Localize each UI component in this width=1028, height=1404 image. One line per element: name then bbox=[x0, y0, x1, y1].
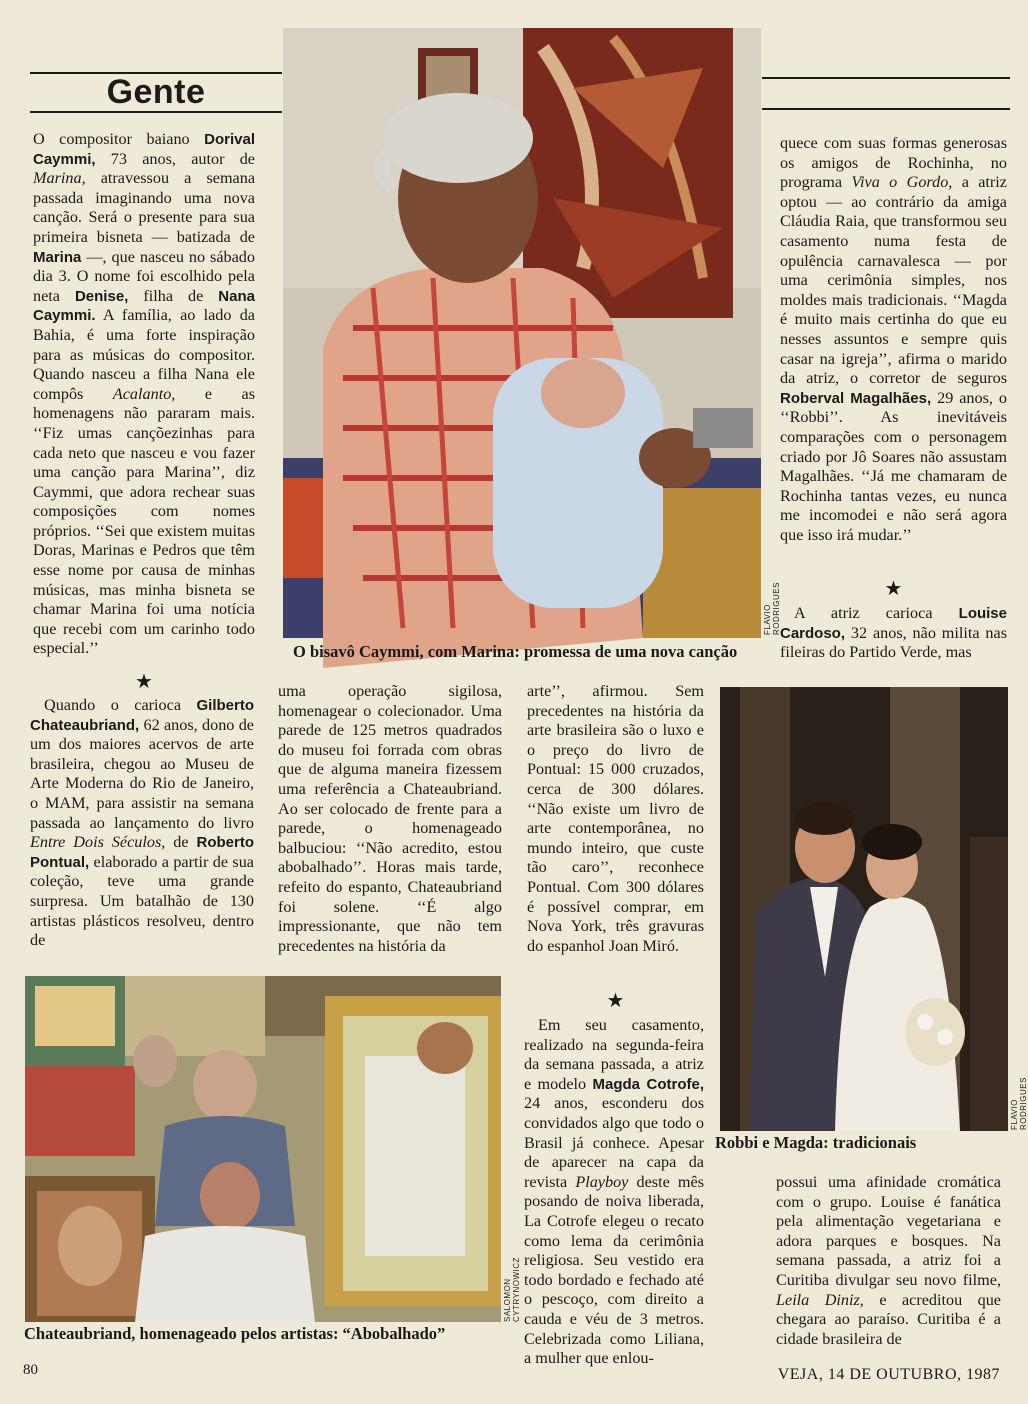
caymmi-photo-image bbox=[283, 28, 761, 638]
wedding-photo bbox=[720, 687, 1008, 1131]
wedding-photo-credit: FLAVIO RODRIGUES bbox=[1010, 1077, 1028, 1130]
separator-star-1: ★ bbox=[135, 671, 153, 693]
article-cotrofe-col1 bbox=[524, 1016, 704, 1368]
caymmi-photo-caption: O bisavô Caymmi, com Marina: promessa de uma nova canção bbox=[293, 642, 738, 661]
chateaubriand-photo-image bbox=[25, 976, 501, 1322]
page-number: 80 bbox=[23, 1362, 38, 1378]
wedding-photo-image bbox=[720, 687, 1008, 1131]
article-cardoso-text-2: possui uma afinidade cromática com o grupo. Louise é fanática pela alimentação vegetariana e adora parques e bosques. Na semana passada, a atriz foi a Curitiba divulgar seu novo filme, Leila Diniz, e acreditou que chegara ao paraíso. Curitiba é a cidade brasileira de bbox=[776, 1173, 1001, 1348]
section-title: Gente bbox=[106, 73, 206, 111]
article-caymmi-text: O compositor baiano Dorival Caymmi, 73 anos, autor de Marina, atravessou a semana passada imaginando uma nova canção. Será o presente para sua primeira bisneta — batizada de Marina —, que nasceu no sábado dia 3. O nome foi escolhido pela neta Denise, filha de Nana Caymmi. A família, ao lado da Bahia, é uma forte inspiração para as músicas do compositor. Quando nasceu a filha Nana ele compôs Acalanto, e as homenagens não pararam mais. ‘‘Fiz umas cançõezinhas para cada neto que nasceu e vou fazer uma canção para Marina’’, diz Caymmi, que adora rechear suas composições com nomes próprios. ‘‘Sei que existem muitas Doras, Marinas e Pedros que têm esse nome por causa de minhas músicas, mas minha bisneta se chamar Marina foi uma notícia que recebi com um carinho todo especial.’’ bbox=[33, 130, 256, 658]
article-cardoso-text-1: A atriz carioca Louise Cardoso, 32 anos, não milita nas fileiras do Partido Verde, mas bbox=[780, 604, 1007, 662]
header-rule-bottom-left bbox=[30, 111, 282, 113]
header-rule-bottom-right bbox=[762, 108, 1010, 110]
article-chateaubriand-text-3: arte’’, afirmou. Sem precedentes na história da arte brasileira são o luxo e o preço do livro de Pontual: 15 000 cruzados, cerca de 300 dólares. ‘‘Não existe um livro de arte contemporânea, no mundo inteiro, que custe tão caro’’, reconhece Pontual. Com 300 dólares é possível comprar, em Nova York, três gravuras do espanhol Joan Miró. bbox=[527, 682, 704, 955]
chateaubriand-photo bbox=[25, 976, 501, 1322]
chateaubriand-photo-credit: SALOMON CYTRYNOWICZ bbox=[503, 1257, 521, 1322]
separator-star-2: ★ bbox=[606, 990, 625, 1012]
header-rule-top-right bbox=[762, 77, 1010, 79]
article-cotrofe-text-2: quece com suas formas generosas os amigos de Rochinha, no programa Viva o Gordo, a atriz optou — ao contrário da amiga Cláudia Raia, que transformou seu casamento numa festa de opulência carnavalesca — por uma cerimônia simples, nos moldes mais tradicionais. ‘‘Magda é muito mais certinha do que eu nesses assuntos e sempre quis casar na igreja’’, afirma o marido da atriz, o corretor de seguros Roberval Magalhães, 29 anos, o ‘‘Robbi’’. As inevitáveis comparações com o personagem criado por Jô Soares não assustam Magalhães. ‘‘Já me chamaram de Rochinha tantas vezes, eu nunca me incomodei e não será agora que isso irá mudar.’’ bbox=[780, 134, 1007, 544]
article-chateaubriand-text-2: uma operação sigilosa, homenagear o colecionador. Uma parede de 125 metros quadrados do museu foi forrada com obras que de alguma maneira fizessem uma referência a Chateaubriand. Ao ser colocado de frente para a parede, o homenageado balbuciou: ‘‘Não acredito, estou abobalhado’’. Horas mais tarde, refeito do espanto, Chateaubriand foi solene. ‘‘É algo impressionante, que não tem precedentes na história da bbox=[278, 682, 502, 955]
article-chateaubriand-col1 bbox=[30, 696, 254, 956]
article-chateaubriand-col3 bbox=[527, 682, 704, 974]
article-cotrofe-text-1: Em seu casamento, realizado na segunda-feira da semana passada, a atriz e modelo Magda Cotrofe, 24 anos, esconderu dos convidados algo que todo o Brasil já conhece. Apesar de aparecer na capa da revista Playboy deste mês posando de noiva liberada, La Cotrofe elegeu o recato como lema da cerimônia religiosa. Seu vestido era todo bordado e fechado até o pescoço, com direito a cauda e véu de 3 metros. Celebrizada como Liliana, a mulher que enlou- bbox=[524, 1016, 704, 1368]
separator-star-3: ★ bbox=[884, 578, 903, 600]
wedding-photo-caption: Robbi e Magda: tradicionais bbox=[715, 1133, 917, 1152]
chateaubriand-photo-caption: Chateaubriand, homenageado pelos artistas: “Abobalhado” bbox=[24, 1324, 446, 1343]
article-caymmi bbox=[33, 130, 255, 660]
caymmi-photo bbox=[283, 28, 761, 638]
article-cardoso-col1 bbox=[780, 604, 1007, 666]
article-chateaubriand-col2 bbox=[278, 682, 502, 954]
magazine-footer: VEJA, 14 DE OUTUBRO, 1987 bbox=[777, 1366, 1000, 1383]
caymmi-photo-credit: FLAVIO RODRIGUES bbox=[763, 582, 781, 635]
article-cardoso-col2 bbox=[776, 1173, 1001, 1355]
article-cotrofe-col2 bbox=[780, 134, 1007, 576]
article-chateaubriand-text-1: Quando o carioca Gilberto Chateaubriand, 62 anos, dono de um dos maiores acervos de arte brasileira, chegou ao Museu de Arte Moderna do Rio de Janeiro, o MAM, para assistir na semana passada ao lançamento do livro Entre Dois Séculos, de Roberto Pontual, elaborado a partir de sua coleção, teve uma grande surpresa. Um batalhão de 130 artistas plásticos resolveu, dentro de bbox=[30, 696, 254, 950]
